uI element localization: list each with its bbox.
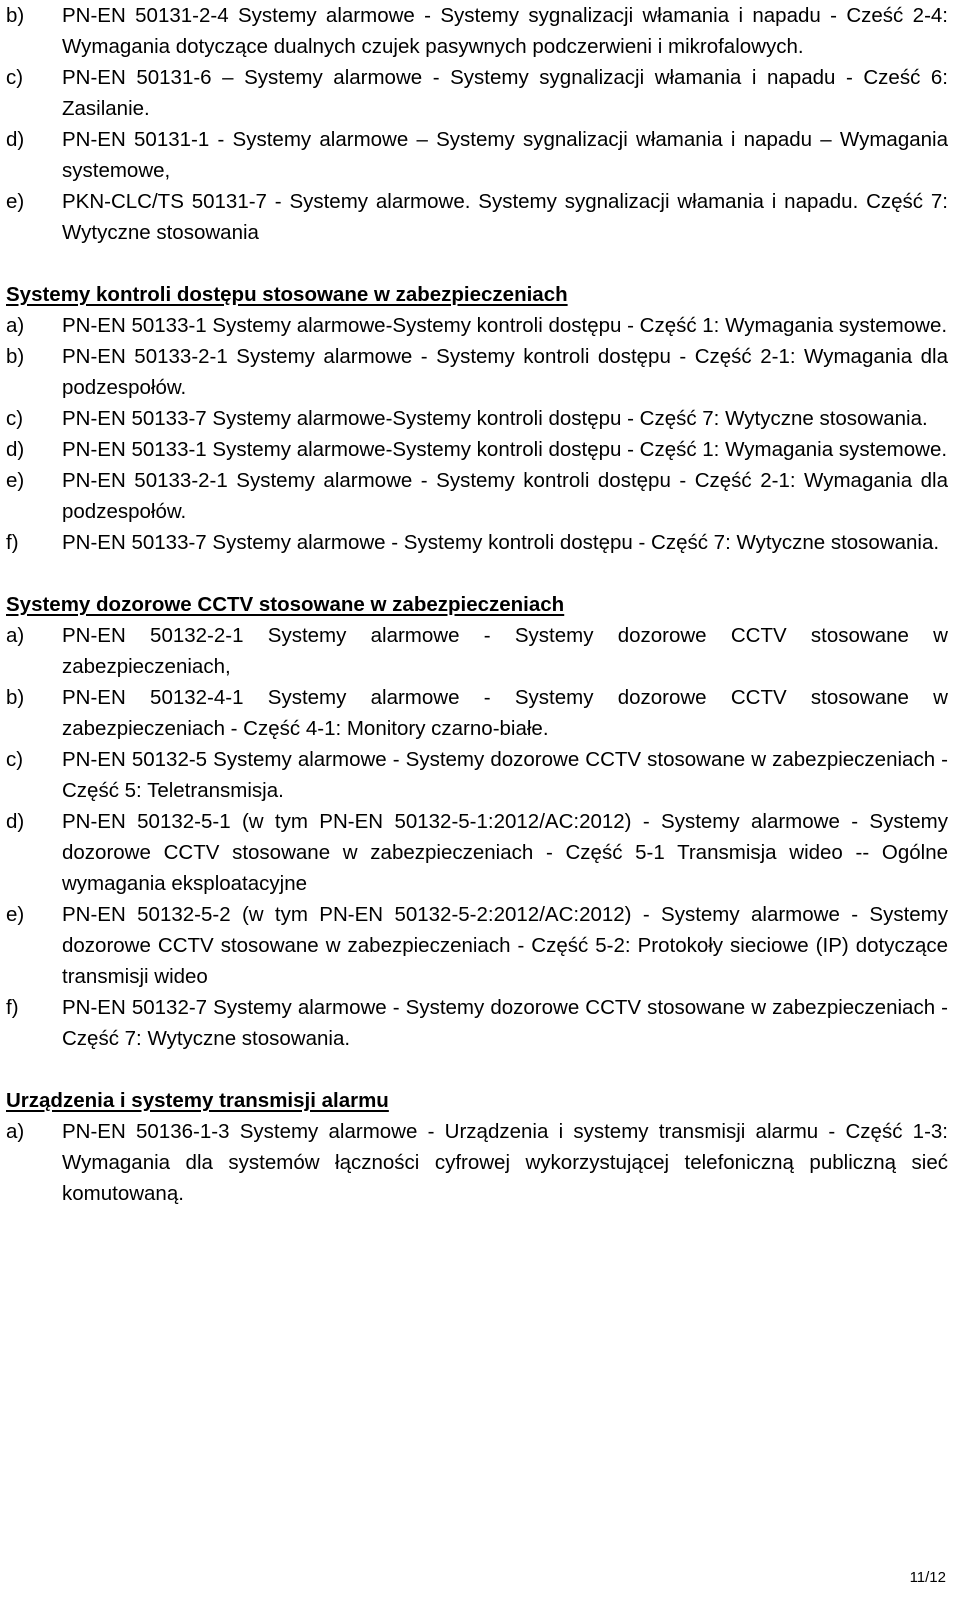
list-text: PKN-CLC/TS 50131-7 - Systemy alarmowe. Systemy sygnalizacji włamania i napadu. Część 7: Wytyczne stosowania: [62, 190, 948, 244]
list-text: PN-EN 50132-5-1 (w tym PN-EN 50132-5-1:2012/AC:2012) - Systemy alarmowe - Systemy dozorowe CCTV stosowane w zabezpieczeniach - Część 5-1 Transmisja wideo -- Ogólne wymagania eksploatacyjne: [62, 810, 948, 895]
list-item: [6, 62, 948, 124]
standards-list: [6, 620, 948, 1054]
list-marker: b): [6, 686, 25, 709]
list-item: [6, 465, 948, 527]
list-text: PN-EN 50132-5-2 (w tym PN-EN 50132-5-2:2012/AC:2012) - Systemy alarmowe - Systemy dozorowe CCTV stosowane w zabezpieczeniach - Część 5-2: Protokoły sieciowe (IP) dotyczące transmisji wideo: [62, 903, 948, 988]
list-item: [6, 403, 948, 434]
standards-list: [6, 0, 948, 248]
list-marker: b): [6, 345, 25, 368]
list-text: PN-EN 50136-1-3 Systemy alarmowe - Urządzenia i systemy transmisji alarmu - Część 1-3: Wymagania dla systemów łączności cyfrowej wykorzystującej telefoniczną publiczną sieć komutowaną.: [62, 1120, 948, 1205]
list-item: [6, 434, 948, 465]
list-item: [6, 899, 948, 992]
list-text: PN-EN 50131-1 - Systemy alarmowe – Systemy sygnalizacji włamania i napadu – Wymagania systemowe,: [62, 128, 948, 182]
list-item: [6, 744, 948, 806]
list-item: [6, 341, 948, 403]
list-item: [6, 527, 948, 558]
list-item: [6, 620, 948, 682]
list-marker: c): [6, 748, 24, 771]
list-text: PN-EN 50132-7 Systemy alarmowe - Systemy dozorowe CCTV stosowane w zabezpieczeniach - Część 7: Wytyczne stosowania.: [62, 996, 948, 1050]
section-access-control: [6, 279, 948, 558]
list-marker: d): [6, 128, 25, 151]
list-text: PN-EN 50133-1 Systemy alarmowe-Systemy kontroli dostępu - Część 1: Wymagania systemowe.: [62, 438, 948, 461]
list-text: PN-EN 50132-5 Systemy alarmowe - Systemy dozorowe CCTV stosowane w zabezpieczeniach - Część 5: Teletransmisja.: [62, 748, 948, 802]
section-alarm-transmission: [6, 1085, 948, 1209]
list-marker: d): [6, 438, 25, 461]
list-marker: b): [6, 4, 25, 27]
list-text: PN-EN 50131-2-4 Systemy alarmowe - Systemy sygnalizacji włamania i napadu - Cześć 2-4: Wymagania dotyczące dualnych czujek pasywnych podczerwieni i mikrofalowych.: [62, 4, 948, 58]
list-text: PN-EN 50131-6 – Systemy alarmowe - Systemy sygnalizacji włamania i napadu - Cześć 6: Zasilanie.: [62, 66, 948, 120]
section-heading: Systemy dozorowe CCTV stosowane w zabezpieczeniach: [6, 593, 565, 616]
list-item: [6, 124, 948, 186]
section-spacer: [6, 1054, 948, 1085]
list-marker: e): [6, 469, 25, 492]
list-marker: e): [6, 190, 25, 213]
list-item: [6, 806, 948, 899]
list-marker: e): [6, 903, 25, 926]
section-heading: Systemy kontroli dostępu stosowane w zabezpieczeniach: [6, 283, 568, 306]
list-marker: c): [6, 407, 24, 430]
section-heading: Urządzenia i systemy transmisji alarmu: [6, 1089, 389, 1112]
list-text: PN-EN 50133-2-1 Systemy alarmowe - Systemy kontroli dostępu - Część 2-1: Wymagania dla podzespołów.: [62, 469, 948, 523]
list-text: PN-EN 50133-1 Systemy alarmowe-Systemy kontroli dostępu - Część 1: Wymagania systemowe.: [62, 314, 948, 337]
document-content: [6, 0, 948, 1209]
standards-list: [6, 310, 948, 558]
list-item: [6, 682, 948, 744]
list-marker: a): [6, 624, 25, 647]
list-marker: f): [6, 531, 19, 554]
list-text: PN-EN 50132-2-1 Systemy alarmowe - Systemy dozorowe CCTV stosowane w zabezpieczeniach,: [62, 624, 948, 678]
section-cctv: [6, 589, 948, 1054]
list-marker: d): [6, 810, 25, 833]
list-text: PN-EN 50133-7 Systemy alarmowe - Systemy kontroli dostępu - Część 7: Wytyczne stosowania.: [62, 531, 940, 554]
list-text: PN-EN 50133-2-1 Systemy alarmowe - Systemy kontroli dostępu - Część 2-1: Wymagania dla podzespołów.: [62, 345, 948, 399]
list-text: PN-EN 50132-4-1 Systemy alarmowe - Systemy dozorowe CCTV stosowane w zabezpieczeniach - Część 4-1: Monitory czarno-białe.: [62, 686, 948, 740]
section-spacer: [6, 558, 948, 589]
list-item: [6, 186, 948, 248]
page-number: 11/12: [909, 1569, 946, 1586]
list-text: PN-EN 50133-7 Systemy alarmowe-Systemy kontroli dostępu - Część 7: Wytyczne stosowania.: [62, 407, 928, 430]
standards-list: [6, 1116, 948, 1209]
list-item: [6, 1116, 948, 1209]
list-marker: f): [6, 996, 19, 1019]
list-item: [6, 0, 948, 62]
list-marker: a): [6, 314, 25, 337]
section-spacer: [6, 248, 948, 279]
list-marker: a): [6, 1120, 25, 1143]
list-item: [6, 310, 948, 341]
section-intrusion-continued: [6, 0, 948, 248]
list-item: [6, 992, 948, 1054]
list-marker: c): [6, 66, 24, 89]
